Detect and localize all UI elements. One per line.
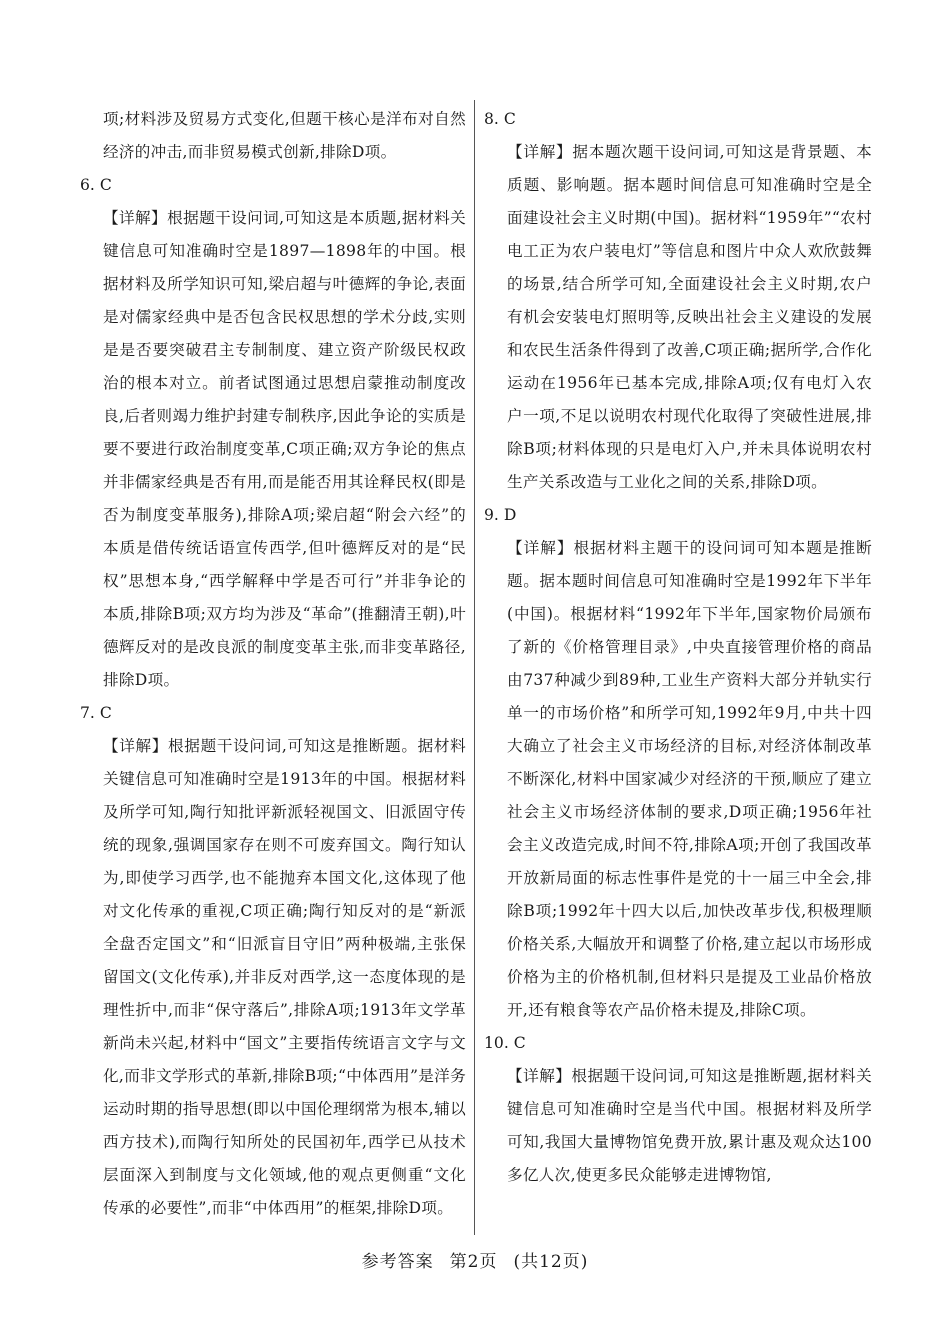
q8-explanation: 【详解】据本题次题干设问词,可知这是背景题、本质题、影响题。据本题时间信息可知准确时空是全面建设社会主义时期(中国)。据材料“1959年”“农村电工正为农户装电灯”等信息和图片中众人欢欣鼓舞的场景,结合所学可知,全面建设社会主义时期,农户有机会安装电灯照明等,反映出社会主义建设的发展和农民生活条件得到了改善,C项正确;据所学,合作化运动在1956年已基本完成,排除A项;仅有电灯入农户一项,不足以说明农村现代化取得了突破性进展,排除B项;材料体现的只是电灯入户,并未具体说明农村生产关系改造与工业化之间的关系,排除D项。 xyxy=(507,143,872,491)
q7-answer-number: 7. C xyxy=(80,704,112,722)
q5-continuation: 项;材料涉及贸易方式变化,但题干核心是洋布对自然经济的冲击,而非贸易模式创新,排除D项。 xyxy=(103,110,466,161)
footer-total-pages: (共12页) xyxy=(513,1252,589,1272)
right-column xyxy=(484,103,872,1192)
footer-label: 参考答案 xyxy=(361,1252,434,1272)
q7-explanation: 【详解】根据题干设问词,可知这是推断题。据材料关键信息可知准确时空是1913年的中国。根据材料及所学可知,陶行知批评新派轻视国文、旧派固守传统的现象,强调国家存在则不可废弃国文。陶行知认为,即使学习西学,也不能抛弃本国文化,这体现了他对文化传承的重视,C项正确;陶行知反对的是“新派全盘否定国文”和“旧派盲目守旧”两种极端,主张保留国文(文化传承),并非反对西学,这一态度体现的是理性折中,而非“保守落后”,排除A项;1913年文学革新尚未兴起,材料中“国文”主要指传统语言文字与文化,而非文学形式的革新,排除B项;“中体西用”是洋务运动时期的指导思想(即以中国伦理纲常为根本,辅以西方技术),而陶行知所处的民国初年,西学已从技术层面深入到制度与文化领域,他的观点更侧重“文化传承的必要性”,而非“中体西用”的框架,排除D项。 xyxy=(103,737,466,1217)
left-column xyxy=(80,103,466,1225)
q10-answer-number: 10. C xyxy=(484,1034,526,1052)
column-divider xyxy=(474,100,475,1235)
q8-answer-number: 8. C xyxy=(484,110,516,128)
q9-explanation: 【详解】根据材料主题干的设问词可知本题是推断题。据本题时间信息可知准确时空是1992年下半年(中国)。根据材料“1992年下半年,国家物价局颁布了新的《价格管理目录》,中央直接管理价格的商品由737种减少到89种,工业生产资料大部分并轨实行单一的市场价格”和所学可知,1992年9月,中共十四大确立了社会主义市场经济的目标,对经济体制改革不断深化,材料中国家减少对经济的干预,顺应了建立社会主义市场经济体制的要求,D项正确;1956年社会主义改造完成,时间不符,排除A项;开创了我国改革开放新局面的标志性事件是党的十一届三中全会,排除B项;1992年十四大以后,加快改革步伐,积极理顺价格关系,大幅放开和调整了价格,建立起以市场形成价格为主的价格机制,但材料只是提及工业品价格放开,还有粮食等农产品价格未提及,排除C项。 xyxy=(507,539,872,1019)
page-footer xyxy=(0,1247,950,1272)
q10-explanation: 【详解】根据题干设问词,可知这是推断题,据材料关键信息可知准确时空是当代中国。根据材料及所学可知,我国大量博物馆免费开放,累计惠及观众达100多亿人次,使更多民众能够走进博物馆, xyxy=(507,1067,872,1184)
q6-explanation: 【详解】根据题干设问词,可知这是本质题,据材料关键信息可知准确时空是1897—1898年的中国。根据材料及所学知识可知,梁启超与叶德辉的争论,表面是对儒家经典中是否包含民权思想的学术分歧,实则是是否要突破君主专制制度、建立资产阶级民权政治的根本对立。前者试图通过思想启蒙推动制度改良,后者则竭力维护封建专制秩序,因此争论的实质是要不要进行政治制度变革,C项正确;双方争论的焦点并非儒家经典是否有用,而是能否用其诠释民权(即是否为制度变革服务),排除A项;梁启超“附会六经”的本质是借传统话语宣传西学,但叶德辉反对的是“民权”思想本身,“西学解释中学是否可行”并非争论的本质,排除B项;双方均为涉及“革命”(推翻清王朝),叶德辉反对的是改良派的制度变革主张,而非变革路径,排除D项。 xyxy=(103,209,466,689)
footer-page-number: 第2页 xyxy=(449,1252,498,1272)
q9-answer-number: 9. D xyxy=(484,506,517,524)
q6-answer-number: 6. C xyxy=(80,176,112,194)
